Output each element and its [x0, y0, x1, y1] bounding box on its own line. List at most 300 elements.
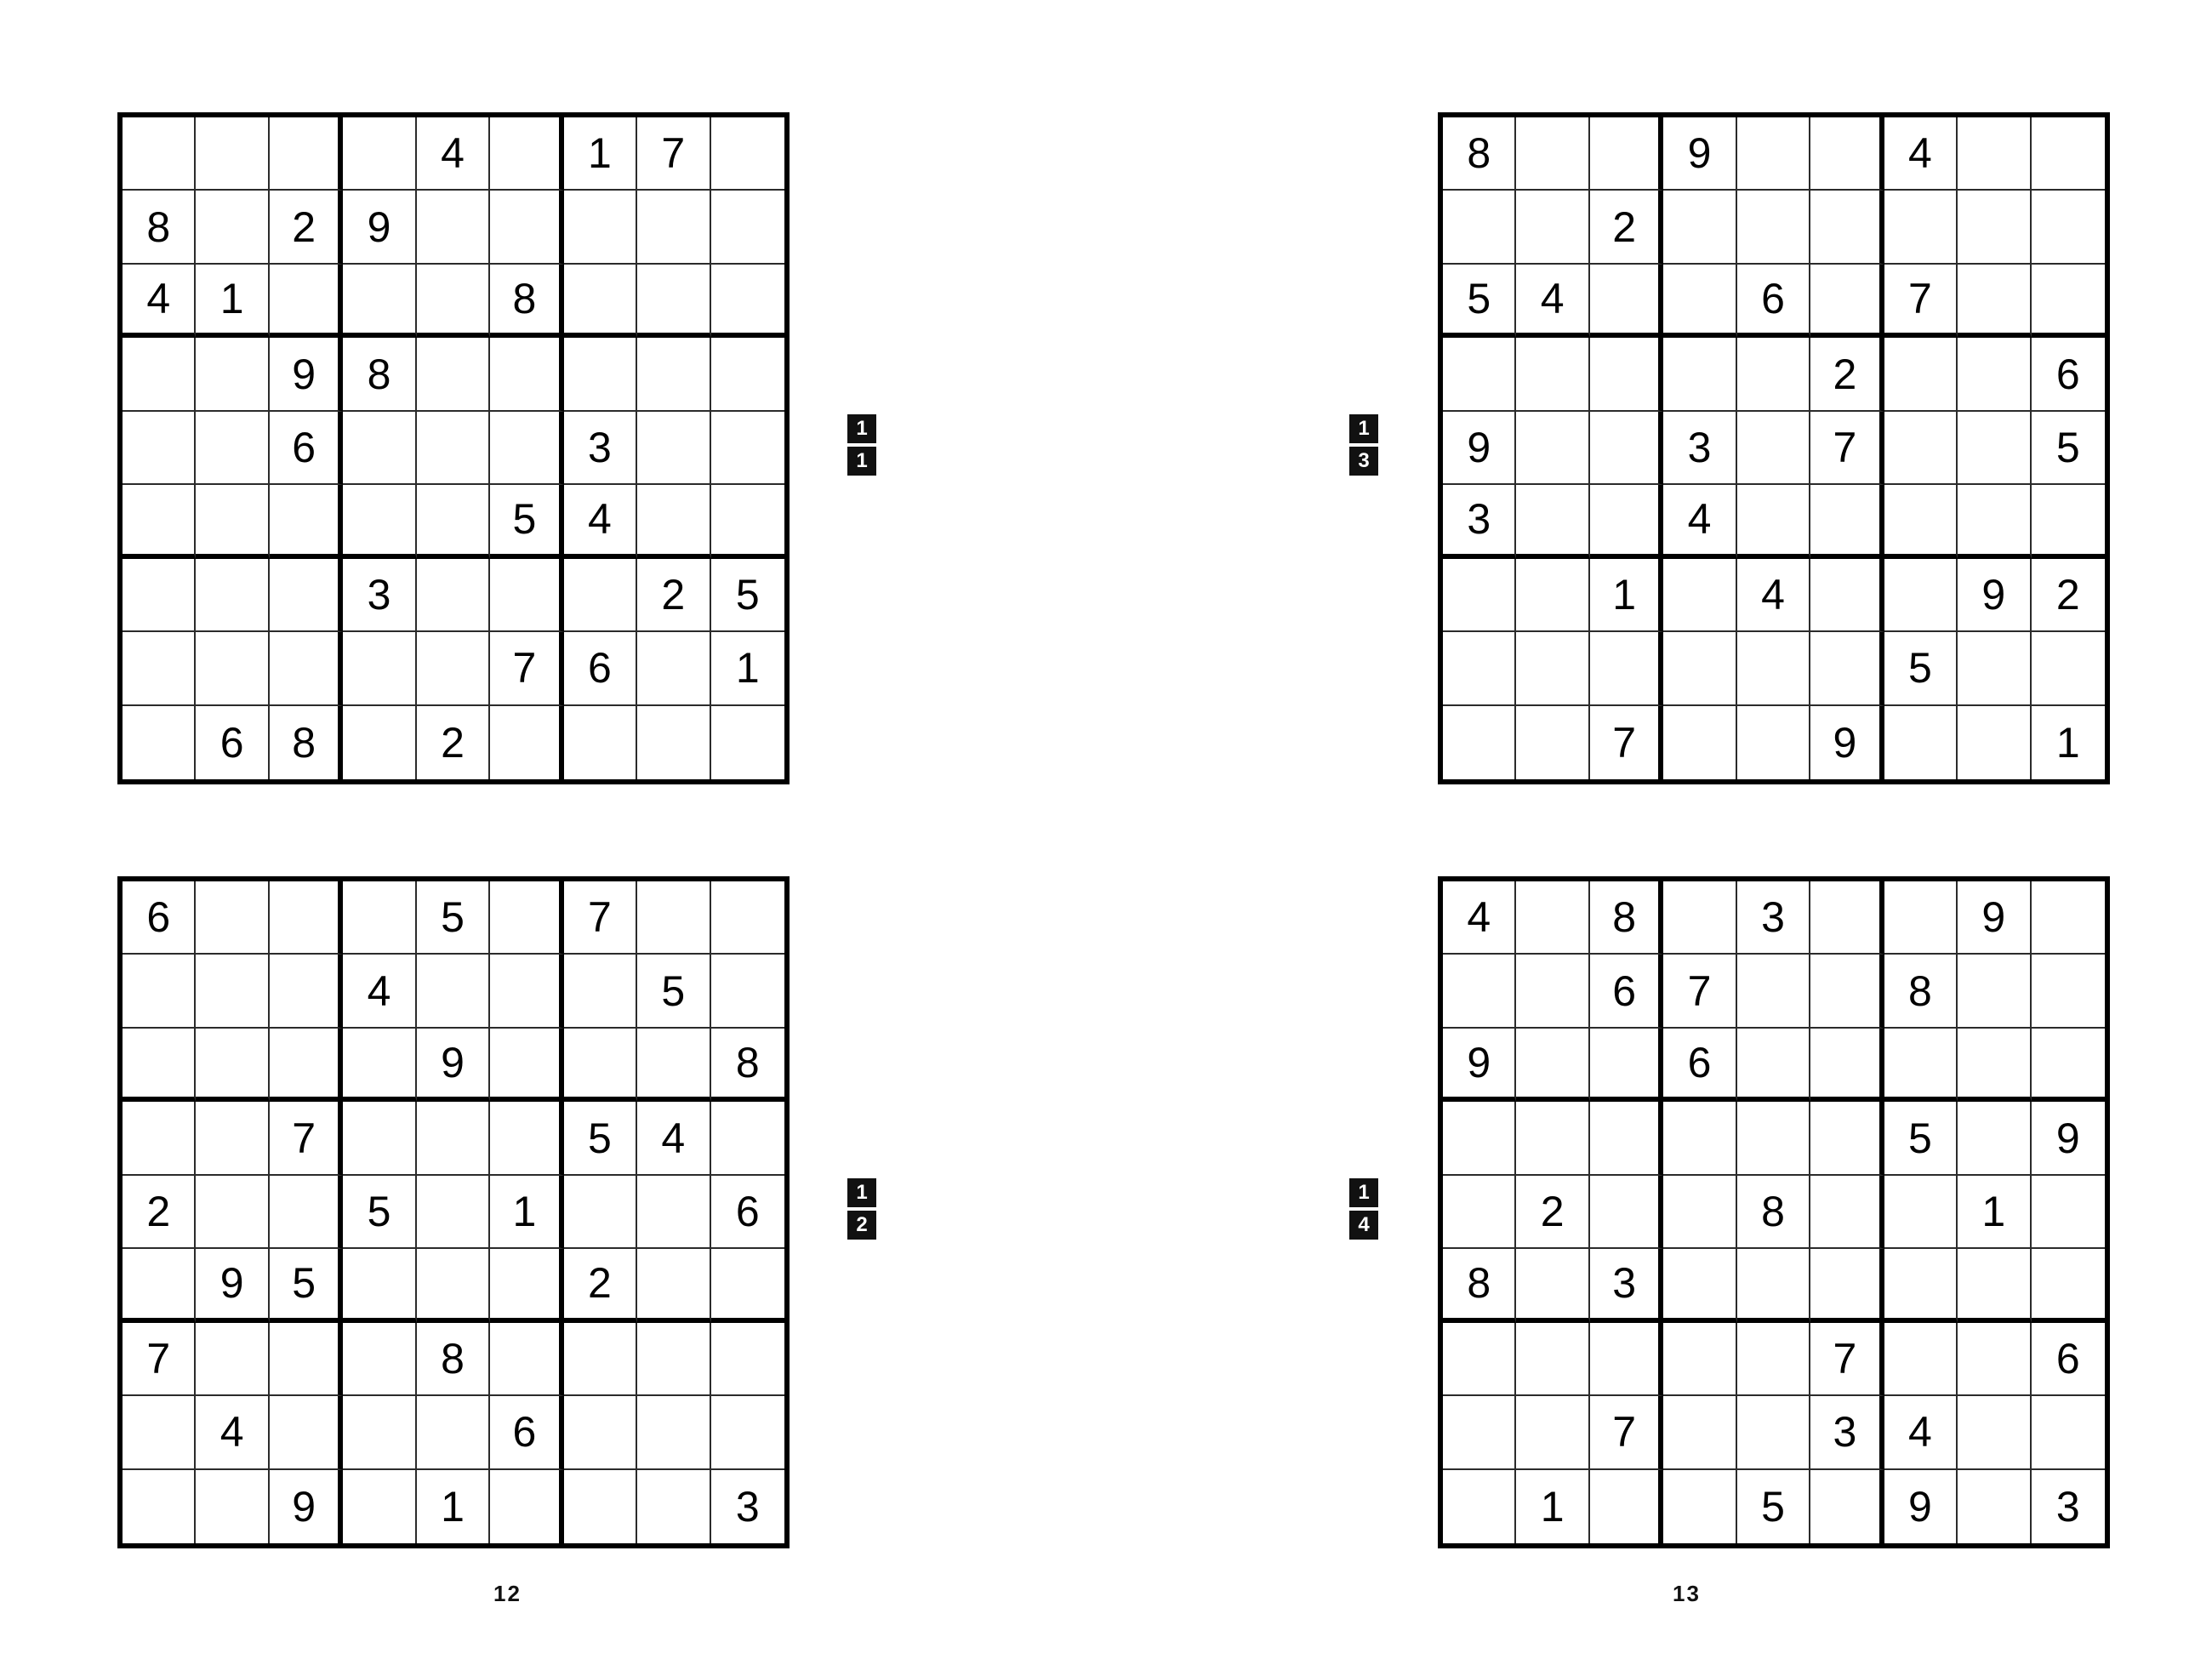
sudoku-cell-r8-c7[interactable]: 4 [1884, 1396, 1958, 1469]
sudoku-cell-r2-c7[interactable] [564, 191, 637, 264]
sudoku-grid-13[interactable] [1438, 112, 2110, 784]
sudoku-cell-r1-c8[interactable] [1958, 117, 2031, 191]
sudoku-cell-r6-c1[interactable] [123, 1249, 196, 1322]
sudoku-cell-r8-c1[interactable] [1443, 1396, 1516, 1469]
sudoku-cell-r5-c2[interactable] [196, 1176, 269, 1249]
sudoku-cell-r2-c8[interactable]: 5 [637, 955, 710, 1028]
sudoku-cell-r2-c1[interactable] [123, 955, 196, 1028]
sudoku-cell-r9-c1[interactable] [123, 706, 196, 779]
sudoku-cell-r1-c1[interactable]: 6 [123, 881, 196, 955]
sudoku-cell-r1-c5[interactable] [1737, 117, 1810, 191]
sudoku-cell-r8-c8[interactable] [1958, 632, 2031, 705]
sudoku-cell-r7-c5[interactable] [1737, 1323, 1810, 1396]
sudoku-cell-r6-c1[interactable]: 8 [1443, 1249, 1516, 1322]
sudoku-cell-r2-c8[interactable] [1958, 191, 2031, 264]
sudoku-cell-r2-c2[interactable] [1516, 955, 1589, 1028]
sudoku-cell-r1-c7[interactable]: 7 [564, 881, 637, 955]
sudoku-cell-r9-c6[interactable]: 9 [1810, 706, 1884, 779]
sudoku-cell-r1-c9[interactable] [2032, 117, 2105, 191]
sudoku-cell-r5-c3[interactable] [1590, 1176, 1663, 1249]
sudoku-cell-r1-c2[interactable] [196, 881, 269, 955]
sudoku-cell-r8-c2[interactable] [1516, 1396, 1589, 1469]
sudoku-cell-r6-c8[interactable] [637, 485, 710, 558]
sudoku-cell-r8-c9[interactable] [2032, 1396, 2105, 1469]
sudoku-cell-r4-c4[interactable]: 8 [343, 338, 416, 411]
sudoku-cell-r3-c2[interactable]: 1 [196, 265, 269, 338]
sudoku-cell-r6-c7[interactable] [1884, 485, 1958, 558]
sudoku-cell-r2-c8[interactable] [637, 191, 710, 264]
sudoku-cell-r2-c9[interactable] [2032, 955, 2105, 1028]
sudoku-cell-r7-c6[interactable] [490, 559, 563, 632]
sudoku-cell-r9-c9[interactable]: 3 [2032, 1470, 2105, 1543]
sudoku-cell-r9-c9[interactable] [711, 706, 784, 779]
sudoku-cell-r7-c6[interactable] [490, 1323, 563, 1396]
sudoku-cell-r5-c7[interactable] [1884, 1176, 1958, 1249]
sudoku-cell-r1-c3[interactable] [270, 881, 343, 955]
sudoku-cell-r9-c2[interactable] [1516, 706, 1589, 779]
sudoku-cell-r3-c5[interactable] [1737, 1029, 1810, 1102]
sudoku-cell-r3-c6[interactable]: 8 [490, 265, 563, 338]
sudoku-cell-r5-c9[interactable]: 5 [2032, 412, 2105, 485]
sudoku-cell-r2-c4[interactable]: 7 [1663, 955, 1736, 1028]
sudoku-cell-r9-c7[interactable] [564, 1470, 637, 1543]
sudoku-cell-r1-c9[interactable] [2032, 881, 2105, 955]
sudoku-cell-r5-c7[interactable] [564, 1176, 637, 1249]
sudoku-cell-r8-c3[interactable] [270, 1396, 343, 1469]
sudoku-cell-r3-c8[interactable] [637, 1029, 710, 1102]
sudoku-cell-r4-c4[interactable] [1663, 338, 1736, 411]
sudoku-cell-r3-c1[interactable] [123, 1029, 196, 1102]
sudoku-cell-r3-c7[interactable]: 7 [1884, 265, 1958, 338]
sudoku-cell-r9-c4[interactable] [343, 1470, 416, 1543]
sudoku-cell-r6-c4[interactable] [343, 485, 416, 558]
sudoku-cell-r4-c6[interactable] [490, 1102, 563, 1175]
sudoku-cell-r8-c1[interactable] [123, 632, 196, 705]
sudoku-cell-r1-c9[interactable] [711, 117, 784, 191]
sudoku-cell-r9-c8[interactable] [637, 1470, 710, 1543]
sudoku-cell-r3-c7[interactable] [1884, 1029, 1958, 1102]
sudoku-cell-r2-c3[interactable]: 2 [1590, 191, 1663, 264]
sudoku-cell-r7-c1[interactable] [123, 559, 196, 632]
sudoku-cell-r9-c5[interactable]: 5 [1737, 1470, 1810, 1543]
sudoku-cell-r7-c3[interactable] [1590, 1323, 1663, 1396]
sudoku-cell-r5-c9[interactable]: 6 [711, 1176, 784, 1249]
sudoku-cell-r5-c9[interactable] [2032, 1176, 2105, 1249]
sudoku-cell-r5-c4[interactable]: 5 [343, 1176, 416, 1249]
sudoku-cell-r5-c5[interactable]: 8 [1737, 1176, 1810, 1249]
sudoku-cell-r4-c6[interactable] [490, 338, 563, 411]
sudoku-cell-r9-c1[interactable] [123, 1470, 196, 1543]
sudoku-cell-r7-c8[interactable]: 2 [637, 559, 710, 632]
sudoku-cell-r6-c5[interactable] [417, 485, 490, 558]
sudoku-cell-r2-c7[interactable]: 8 [1884, 955, 1958, 1028]
sudoku-cell-r8-c3[interactable] [270, 632, 343, 705]
sudoku-cell-r7-c9[interactable]: 5 [711, 559, 784, 632]
sudoku-cell-r4-c4[interactable] [1663, 1102, 1736, 1175]
sudoku-grid-11[interactable] [117, 112, 790, 784]
sudoku-cell-r9-c8[interactable] [637, 706, 710, 779]
sudoku-cell-r8-c7[interactable]: 6 [564, 632, 637, 705]
sudoku-cell-r9-c2[interactable] [196, 1470, 269, 1543]
sudoku-cell-r2-c4[interactable]: 4 [343, 955, 416, 1028]
sudoku-cell-r9-c2[interactable]: 1 [1516, 1470, 1589, 1543]
sudoku-cell-r3-c5[interactable]: 6 [1737, 265, 1810, 338]
sudoku-cell-r4-c3[interactable] [1590, 338, 1663, 411]
sudoku-cell-r8-c6[interactable]: 6 [490, 1396, 563, 1469]
sudoku-cell-r5-c3[interactable] [1590, 412, 1663, 485]
sudoku-cell-r6-c5[interactable] [1737, 1249, 1810, 1322]
sudoku-cell-r8-c3[interactable]: 7 [1590, 1396, 1663, 1469]
sudoku-cell-r4-c2[interactable] [196, 338, 269, 411]
sudoku-cell-r2-c6[interactable] [1810, 191, 1884, 264]
sudoku-cell-r4-c3[interactable]: 9 [270, 338, 343, 411]
sudoku-cell-r3-c8[interactable] [1958, 265, 2031, 338]
sudoku-cell-r9-c7[interactable]: 9 [1884, 1470, 1958, 1543]
sudoku-cell-r3-c4[interactable] [343, 265, 416, 338]
sudoku-cell-r5-c6[interactable] [490, 412, 563, 485]
sudoku-cell-r6-c9[interactable] [711, 485, 784, 558]
sudoku-cell-r5-c5[interactable] [1737, 412, 1810, 485]
sudoku-cell-r6-c7[interactable]: 4 [564, 485, 637, 558]
sudoku-cell-r2-c5[interactable] [1737, 955, 1810, 1028]
sudoku-cell-r6-c1[interactable] [123, 485, 196, 558]
sudoku-cell-r6-c2[interactable] [1516, 1249, 1589, 1322]
sudoku-cell-r2-c7[interactable] [564, 955, 637, 1028]
sudoku-cell-r5-c7[interactable]: 3 [564, 412, 637, 485]
sudoku-cell-r9-c3[interactable]: 8 [270, 706, 343, 779]
sudoku-cell-r6-c3[interactable] [1590, 485, 1663, 558]
sudoku-cell-r7-c2[interactable] [1516, 1323, 1589, 1396]
sudoku-cell-r1-c1[interactable] [123, 117, 196, 191]
sudoku-cell-r3-c3[interactable] [1590, 265, 1663, 338]
sudoku-cell-r7-c7[interactable] [564, 1323, 637, 1396]
sudoku-cell-r1-c4[interactable] [1663, 881, 1736, 955]
sudoku-cell-r3-c3[interactable] [270, 265, 343, 338]
sudoku-cell-r5-c6[interactable]: 1 [490, 1176, 563, 1249]
sudoku-cell-r7-c1[interactable] [1443, 1323, 1516, 1396]
sudoku-cell-r4-c5[interactable] [1737, 1102, 1810, 1175]
sudoku-cell-r4-c2[interactable] [1516, 338, 1589, 411]
sudoku-cell-r6-c8[interactable] [1958, 1249, 2031, 1322]
sudoku-cell-r9-c4[interactable] [1663, 1470, 1736, 1543]
sudoku-cell-r6-c6[interactable] [490, 1249, 563, 1322]
sudoku-cell-r9-c4[interactable] [343, 706, 416, 779]
sudoku-cell-r5-c2[interactable]: 2 [1516, 1176, 1589, 1249]
sudoku-cell-r6-c3[interactable]: 5 [270, 1249, 343, 1322]
sudoku-cell-r2-c4[interactable]: 9 [343, 191, 416, 264]
sudoku-cell-r3-c4[interactable] [343, 1029, 416, 1102]
sudoku-cell-r8-c3[interactable] [1590, 632, 1663, 705]
sudoku-cell-r1-c6[interactable] [1810, 881, 1884, 955]
sudoku-cell-r7-c4[interactable] [1663, 559, 1736, 632]
sudoku-cell-r8-c1[interactable] [123, 1396, 196, 1469]
sudoku-cell-r6-c5[interactable] [1737, 485, 1810, 558]
sudoku-cell-r7-c9[interactable]: 2 [2032, 559, 2105, 632]
sudoku-cell-r2-c1[interactable]: 8 [123, 191, 196, 264]
sudoku-cell-r6-c9[interactable] [2032, 485, 2105, 558]
sudoku-cell-r1-c3[interactable] [1590, 117, 1663, 191]
sudoku-cell-r1-c9[interactable] [711, 881, 784, 955]
sudoku-cell-r1-c5[interactable]: 5 [417, 881, 490, 955]
sudoku-cell-r9-c5[interactable]: 1 [417, 1470, 490, 1543]
sudoku-cell-r8-c4[interactable] [1663, 632, 1736, 705]
sudoku-cell-r4-c8[interactable]: 4 [637, 1102, 710, 1175]
sudoku-cell-r1-c1[interactable]: 4 [1443, 881, 1516, 955]
sudoku-cell-r8-c5[interactable] [1737, 632, 1810, 705]
sudoku-cell-r9-c9[interactable]: 3 [711, 1470, 784, 1543]
sudoku-cell-r7-c4[interactable]: 3 [343, 559, 416, 632]
sudoku-cell-r7-c8[interactable] [637, 1323, 710, 1396]
sudoku-cell-r1-c7[interactable]: 4 [1884, 117, 1958, 191]
sudoku-cell-r3-c6[interactable] [1810, 1029, 1884, 1102]
sudoku-cell-r2-c9[interactable] [711, 955, 784, 1028]
sudoku-cell-r3-c7[interactable] [564, 1029, 637, 1102]
sudoku-cell-r9-c6[interactable] [490, 706, 563, 779]
sudoku-cell-r8-c7[interactable]: 5 [1884, 632, 1958, 705]
sudoku-cell-r8-c9[interactable] [2032, 632, 2105, 705]
sudoku-cell-r6-c6[interactable] [1810, 485, 1884, 558]
sudoku-cell-r7-c5[interactable]: 4 [1737, 559, 1810, 632]
sudoku-cell-r3-c4[interactable]: 6 [1663, 1029, 1736, 1102]
sudoku-cell-r1-c5[interactable]: 4 [417, 117, 490, 191]
sudoku-cell-r3-c5[interactable] [417, 265, 490, 338]
sudoku-cell-r5-c1[interactable]: 9 [1443, 412, 1516, 485]
sudoku-cell-r8-c2[interactable]: 4 [196, 1396, 269, 1469]
sudoku-cell-r6-c9[interactable] [2032, 1249, 2105, 1322]
sudoku-cell-r7-c4[interactable] [343, 1323, 416, 1396]
sudoku-cell-r9-c1[interactable] [1443, 1470, 1516, 1543]
sudoku-cell-r4-c7[interactable] [1884, 338, 1958, 411]
sudoku-cell-r1-c4[interactable] [343, 881, 416, 955]
sudoku-cell-r2-c9[interactable] [711, 191, 784, 264]
sudoku-cell-r8-c8[interactable] [637, 632, 710, 705]
sudoku-cell-r9-c7[interactable] [564, 706, 637, 779]
sudoku-cell-r1-c8[interactable]: 9 [1958, 881, 2031, 955]
sudoku-cell-r2-c2[interactable] [196, 955, 269, 1028]
sudoku-cell-r3-c9[interactable]: 8 [711, 1029, 784, 1102]
sudoku-cell-r7-c1[interactable]: 7 [123, 1323, 196, 1396]
sudoku-cell-r7-c6[interactable] [1810, 559, 1884, 632]
sudoku-cell-r1-c8[interactable] [637, 881, 710, 955]
sudoku-cell-r8-c6[interactable] [1810, 632, 1884, 705]
sudoku-cell-r6-c3[interactable] [270, 485, 343, 558]
sudoku-cell-r5-c3[interactable]: 6 [270, 412, 343, 485]
sudoku-cell-r5-c1[interactable] [1443, 1176, 1516, 1249]
sudoku-cell-r4-c7[interactable]: 5 [564, 1102, 637, 1175]
sudoku-cell-r3-c8[interactable] [1958, 1029, 2031, 1102]
sudoku-cell-r5-c2[interactable] [1516, 412, 1589, 485]
sudoku-cell-r9-c5[interactable]: 2 [417, 706, 490, 779]
sudoku-cell-r4-c8[interactable] [1958, 1102, 2031, 1175]
sudoku-cell-r2-c9[interactable] [2032, 191, 2105, 264]
sudoku-cell-r3-c4[interactable] [1663, 265, 1736, 338]
sudoku-cell-r8-c8[interactable] [1958, 1396, 2031, 1469]
sudoku-cell-r5-c1[interactable] [123, 412, 196, 485]
sudoku-cell-r8-c9[interactable] [711, 1396, 784, 1469]
sudoku-cell-r8-c5[interactable] [417, 632, 490, 705]
sudoku-cell-r6-c2[interactable]: 9 [196, 1249, 269, 1322]
sudoku-cell-r1-c8[interactable]: 7 [637, 117, 710, 191]
sudoku-cell-r3-c1[interactable]: 9 [1443, 1029, 1516, 1102]
sudoku-cell-r7-c9[interactable] [711, 1323, 784, 1396]
sudoku-cell-r6-c7[interactable] [1884, 1249, 1958, 1322]
sudoku-cell-r2-c1[interactable] [1443, 955, 1516, 1028]
sudoku-cell-r7-c3[interactable]: 1 [1590, 559, 1663, 632]
sudoku-cell-r6-c5[interactable] [417, 1249, 490, 1322]
sudoku-cell-r7-c3[interactable] [270, 559, 343, 632]
sudoku-cell-r3-c9[interactable] [2032, 265, 2105, 338]
sudoku-cell-r3-c1[interactable]: 5 [1443, 265, 1516, 338]
sudoku-cell-r7-c4[interactable] [1663, 1323, 1736, 1396]
sudoku-cell-r4-c4[interactable] [343, 1102, 416, 1175]
sudoku-cell-r6-c3[interactable]: 3 [1590, 1249, 1663, 1322]
sudoku-cell-r6-c6[interactable]: 5 [490, 485, 563, 558]
sudoku-cell-r5-c4[interactable]: 3 [1663, 412, 1736, 485]
sudoku-cell-r4-c7[interactable]: 5 [1884, 1102, 1958, 1175]
sudoku-cell-r2-c6[interactable] [490, 191, 563, 264]
sudoku-cell-r2-c5[interactable] [417, 191, 490, 264]
sudoku-cell-r7-c1[interactable] [1443, 559, 1516, 632]
sudoku-cell-r7-c8[interactable] [1958, 1323, 2031, 1396]
sudoku-cell-r1-c2[interactable] [196, 117, 269, 191]
sudoku-cell-r1-c7[interactable] [1884, 881, 1958, 955]
sudoku-cell-r6-c9[interactable] [711, 1249, 784, 1322]
sudoku-cell-r8-c4[interactable] [1663, 1396, 1736, 1469]
sudoku-cell-r5-c8[interactable] [637, 1176, 710, 1249]
sudoku-cell-r3-c2[interactable]: 4 [1516, 265, 1589, 338]
sudoku-cell-r6-c8[interactable] [1958, 485, 2031, 558]
sudoku-cell-r8-c6[interactable]: 7 [490, 632, 563, 705]
sudoku-cell-r5-c9[interactable] [711, 412, 784, 485]
sudoku-cell-r5-c4[interactable] [343, 412, 416, 485]
sudoku-cell-r1-c6[interactable] [490, 881, 563, 955]
sudoku-cell-r5-c3[interactable] [270, 1176, 343, 1249]
sudoku-cell-r6-c6[interactable] [1810, 1249, 1884, 1322]
sudoku-cell-r3-c6[interactable] [490, 1029, 563, 1102]
sudoku-cell-r2-c3[interactable]: 6 [1590, 955, 1663, 1028]
sudoku-cell-r3-c6[interactable] [1810, 265, 1884, 338]
sudoku-cell-r5-c5[interactable] [417, 1176, 490, 1249]
sudoku-cell-r6-c1[interactable]: 3 [1443, 485, 1516, 558]
sudoku-cell-r9-c6[interactable] [1810, 1470, 1884, 1543]
sudoku-cell-r4-c3[interactable] [1590, 1102, 1663, 1175]
sudoku-cell-r2-c7[interactable] [1884, 191, 1958, 264]
sudoku-cell-r2-c3[interactable]: 2 [270, 191, 343, 264]
sudoku-cell-r4-c3[interactable]: 7 [270, 1102, 343, 1175]
sudoku-cell-r3-c3[interactable] [270, 1029, 343, 1102]
sudoku-cell-r3-c2[interactable] [196, 1029, 269, 1102]
sudoku-cell-r4-c1[interactable] [1443, 338, 1516, 411]
sudoku-cell-r8-c5[interactable] [1737, 1396, 1810, 1469]
sudoku-cell-r3-c3[interactable] [1590, 1029, 1663, 1102]
sudoku-cell-r4-c5[interactable] [417, 338, 490, 411]
sudoku-cell-r8-c2[interactable] [1516, 632, 1589, 705]
sudoku-cell-r8-c8[interactable] [637, 1396, 710, 1469]
sudoku-cell-r5-c6[interactable]: 7 [1810, 412, 1884, 485]
sudoku-cell-r7-c7[interactable] [1884, 1323, 1958, 1396]
sudoku-cell-r9-c3[interactable] [1590, 1470, 1663, 1543]
sudoku-cell-r9-c3[interactable]: 9 [270, 1470, 343, 1543]
sudoku-cell-r3-c1[interactable]: 4 [123, 265, 196, 338]
sudoku-cell-r4-c9[interactable] [711, 338, 784, 411]
sudoku-cell-r2-c8[interactable] [1958, 955, 2031, 1028]
sudoku-cell-r2-c2[interactable] [1516, 191, 1589, 264]
sudoku-cell-r4-c6[interactable]: 2 [1810, 338, 1884, 411]
sudoku-cell-r4-c2[interactable] [1516, 1102, 1589, 1175]
sudoku-cell-r1-c1[interactable]: 8 [1443, 117, 1516, 191]
sudoku-cell-r2-c2[interactable] [196, 191, 269, 264]
sudoku-cell-r8-c7[interactable] [564, 1396, 637, 1469]
sudoku-cell-r9-c8[interactable] [1958, 706, 2031, 779]
sudoku-cell-r8-c1[interactable] [1443, 632, 1516, 705]
sudoku-cell-r1-c5[interactable]: 3 [1737, 881, 1810, 955]
sudoku-cell-r1-c4[interactable] [343, 117, 416, 191]
sudoku-cell-r4-c9[interactable] [711, 1102, 784, 1175]
sudoku-cell-r7-c8[interactable]: 9 [1958, 559, 2031, 632]
sudoku-cell-r9-c8[interactable] [1958, 1470, 2031, 1543]
sudoku-cell-r6-c4[interactable]: 4 [1663, 485, 1736, 558]
sudoku-cell-r4-c1[interactable] [123, 1102, 196, 1175]
sudoku-cell-r4-c6[interactable] [1810, 1102, 1884, 1175]
sudoku-cell-r7-c2[interactable] [196, 1323, 269, 1396]
sudoku-cell-r5-c5[interactable] [417, 412, 490, 485]
sudoku-cell-r9-c7[interactable] [1884, 706, 1958, 779]
sudoku-cell-r1-c4[interactable]: 9 [1663, 117, 1736, 191]
sudoku-cell-r5-c8[interactable] [637, 412, 710, 485]
sudoku-cell-r3-c2[interactable] [1516, 1029, 1589, 1102]
sudoku-cell-r3-c8[interactable] [637, 265, 710, 338]
sudoku-cell-r5-c2[interactable] [196, 412, 269, 485]
sudoku-cell-r4-c9[interactable]: 6 [2032, 338, 2105, 411]
sudoku-cell-r1-c2[interactable] [1516, 881, 1589, 955]
sudoku-cell-r6-c2[interactable] [1516, 485, 1589, 558]
sudoku-cell-r2-c3[interactable] [270, 955, 343, 1028]
sudoku-cell-r8-c9[interactable]: 1 [711, 632, 784, 705]
sudoku-cell-r5-c8[interactable] [1958, 412, 2031, 485]
sudoku-cell-r9-c5[interactable] [1737, 706, 1810, 779]
sudoku-cell-r2-c4[interactable] [1663, 191, 1736, 264]
sudoku-cell-r8-c5[interactable] [417, 1396, 490, 1469]
sudoku-cell-r6-c4[interactable] [1663, 1249, 1736, 1322]
sudoku-grid-12[interactable] [117, 876, 790, 1548]
sudoku-cell-r1-c2[interactable] [1516, 117, 1589, 191]
sudoku-cell-r4-c8[interactable] [1958, 338, 2031, 411]
sudoku-cell-r8-c6[interactable]: 3 [1810, 1396, 1884, 1469]
sudoku-cell-r5-c1[interactable]: 2 [123, 1176, 196, 1249]
sudoku-cell-r7-c9[interactable]: 6 [2032, 1323, 2105, 1396]
sudoku-cell-r2-c6[interactable] [1810, 955, 1884, 1028]
sudoku-cell-r4-c2[interactable] [196, 1102, 269, 1175]
sudoku-cell-r4-c7[interactable] [564, 338, 637, 411]
sudoku-cell-r7-c5[interactable]: 8 [417, 1323, 490, 1396]
sudoku-cell-r9-c6[interactable] [490, 1470, 563, 1543]
sudoku-cell-r2-c5[interactable] [417, 955, 490, 1028]
sudoku-cell-r2-c5[interactable] [1737, 191, 1810, 264]
sudoku-cell-r4-c9[interactable]: 9 [2032, 1102, 2105, 1175]
sudoku-cell-r1-c7[interactable]: 1 [564, 117, 637, 191]
sudoku-cell-r3-c7[interactable] [564, 265, 637, 338]
sudoku-cell-r5-c4[interactable] [1663, 1176, 1736, 1249]
sudoku-cell-r7-c7[interactable] [564, 559, 637, 632]
sudoku-cell-r7-c6[interactable]: 7 [1810, 1323, 1884, 1396]
sudoku-cell-r1-c6[interactable] [490, 117, 563, 191]
sudoku-cell-r7-c5[interactable] [417, 559, 490, 632]
sudoku-cell-r7-c2[interactable] [196, 559, 269, 632]
sudoku-cell-r1-c3[interactable]: 8 [1590, 881, 1663, 955]
sudoku-cell-r6-c8[interactable] [637, 1249, 710, 1322]
sudoku-cell-r9-c4[interactable] [1663, 706, 1736, 779]
sudoku-cell-r2-c6[interactable] [490, 955, 563, 1028]
